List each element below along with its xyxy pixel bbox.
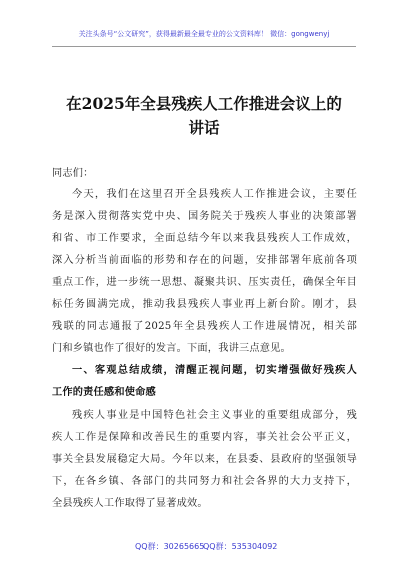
document-title-line-2: 讲话 — [188, 118, 220, 137]
paragraph-2-line: 疾人工作是保障和改善民生的重要内容，事关社会公平正义， — [52, 432, 357, 443]
paragraph-1-line: 标任务圆满完成，推动我县残疾人事业再上新台阶。刚才，县 — [52, 299, 357, 310]
qq-group-2: QQ群：535304092 — [203, 542, 278, 551]
paragraph-1-line: 和省、市工作要求，全面总结今年以来我县残疾人工作成效， — [52, 233, 357, 244]
page-header-note: 关注头条号“公文研究”，获得最新最全最专业的公文资料库！ 微信：gongwenyj — [78, 30, 330, 38]
header-divider — [52, 46, 356, 47]
paragraph-2-line: 下，在各乡镇、各部门的共同努力和社会各界的大力支持下， — [52, 476, 357, 487]
paragraph-1-line: 门和乡镇也作了很好的发言。下面，我讲三点意见。 — [52, 343, 291, 354]
qq-group-1: QQ群：30265665 — [135, 542, 205, 551]
paragraph-1-line: 务是深入贯彻落实党中央、国务院关于残疾人事业的决策部署 — [52, 211, 357, 222]
document-title-line-1: 在2025年全县残疾人工作推进会议上的 — [66, 94, 342, 113]
paragraph-1-line: 今天，我们在这里召开全县残疾人工作推进会议，主要任 — [72, 189, 357, 200]
paragraph-1-line: 重点工作，进一步统一思想、凝聚共识、压实责任，确保全年目 — [52, 277, 357, 288]
paragraph-1-line: 残联的同志通报了2025年全县残疾人工作进展情况，相关部 — [52, 321, 357, 332]
section-1-heading-line: 一、客观总结成绩，清醒正视问题，切实增强做好残疾人 — [72, 364, 357, 376]
paragraph-2-line: 残疾人事业是中国特色社会主义事业的重要组成部分，残 — [72, 410, 357, 421]
section-1-heading-line: 工作的责任感和使命感 — [52, 386, 156, 398]
paragraph-2-line: 事关全县发展稳定大局。今年以来，在县委、县政府的坚强领导 — [52, 454, 357, 465]
salutation: 同志们： — [52, 168, 94, 179]
paragraph-1-line: 深入分析当前面临的形势和存在的问题，安排部署年底前各项 — [52, 255, 357, 266]
paragraph-2-line: 全县残疾人工作取得了显著成效。 — [52, 498, 208, 509]
